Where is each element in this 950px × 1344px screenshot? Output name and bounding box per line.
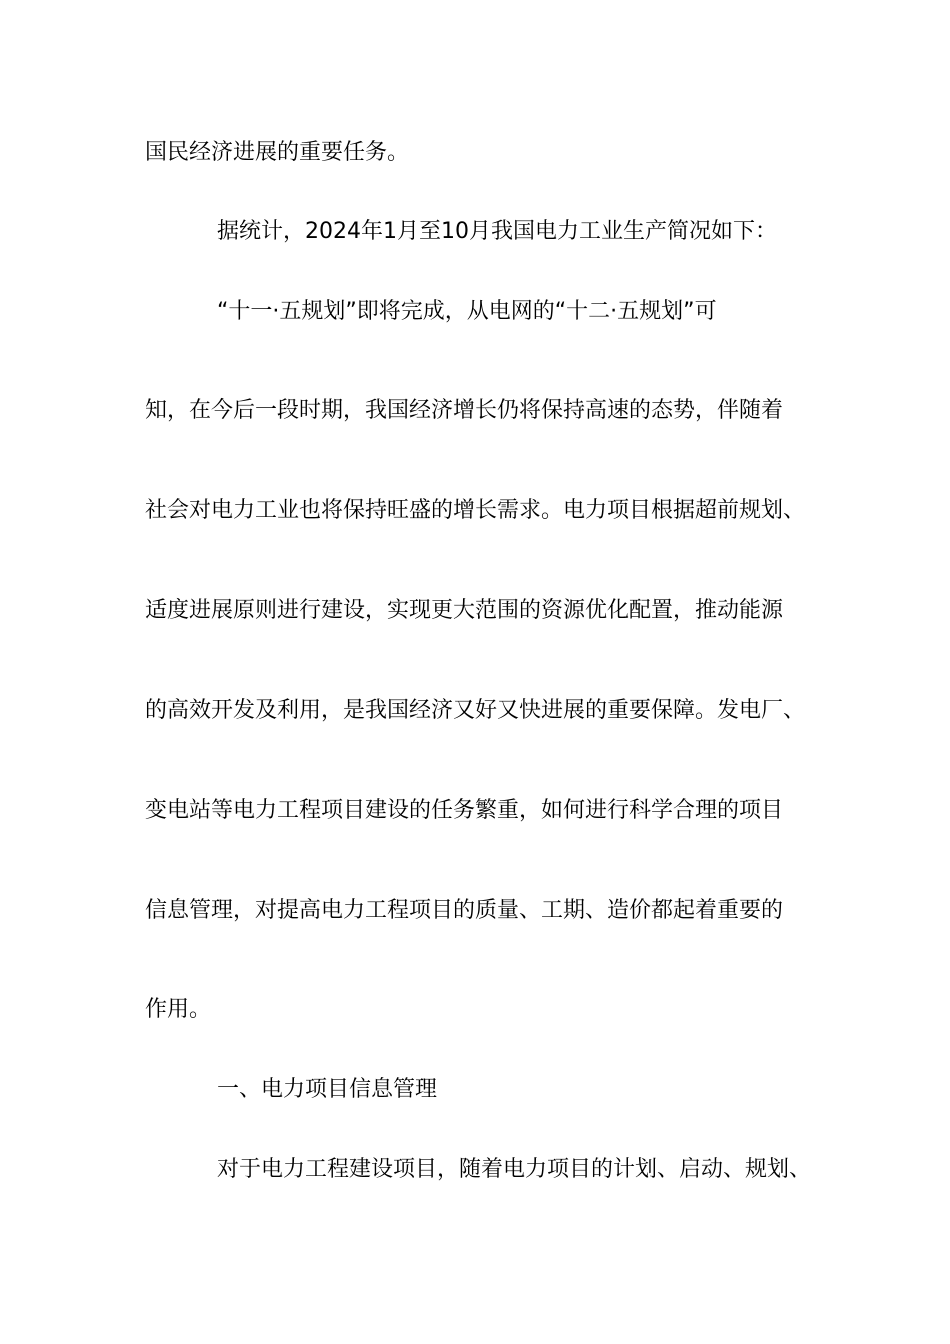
paragraph-line: 据统计，2024年1月至10月我国电力工业生产简况如下：	[217, 219, 777, 244]
paragraph-line: 国民经济进展的重要任务。	[145, 140, 410, 165]
paragraph-line: 信息管理，对提高电力工程项目的质量、工期、造价都起着重要的	[145, 898, 784, 923]
paragraph-line: 变电站等电力工程项目建设的任务繁重，如何进行科学合理的项目	[145, 798, 784, 823]
paragraph-line: 的高效开发及利用，是我国经济又好又快进展的重要保障。发电厂、	[145, 698, 806, 723]
paragraph-line: 作用。	[145, 997, 212, 1022]
paragraph-line: 适度进展原则进行建设，实现更大范围的资源优化配置，推动能源	[145, 598, 784, 623]
paragraph-line: 社会对电力工业也将保持旺盛的增长需求。电力项目根据超前规划、	[145, 498, 806, 523]
section-heading: 一、电力项目信息管理	[217, 1077, 438, 1102]
paragraph-line: 知，在今后一段时期，我国经济增长仍将保持高速的态势，伴随着	[145, 398, 784, 423]
paragraph-line: 对于电力工程建设项目，随着电力项目的计划、启动、规划、	[217, 1157, 812, 1182]
paragraph-line: “十一·五规划”即将完成，从电网的“十二·五规划”可	[217, 299, 717, 324]
